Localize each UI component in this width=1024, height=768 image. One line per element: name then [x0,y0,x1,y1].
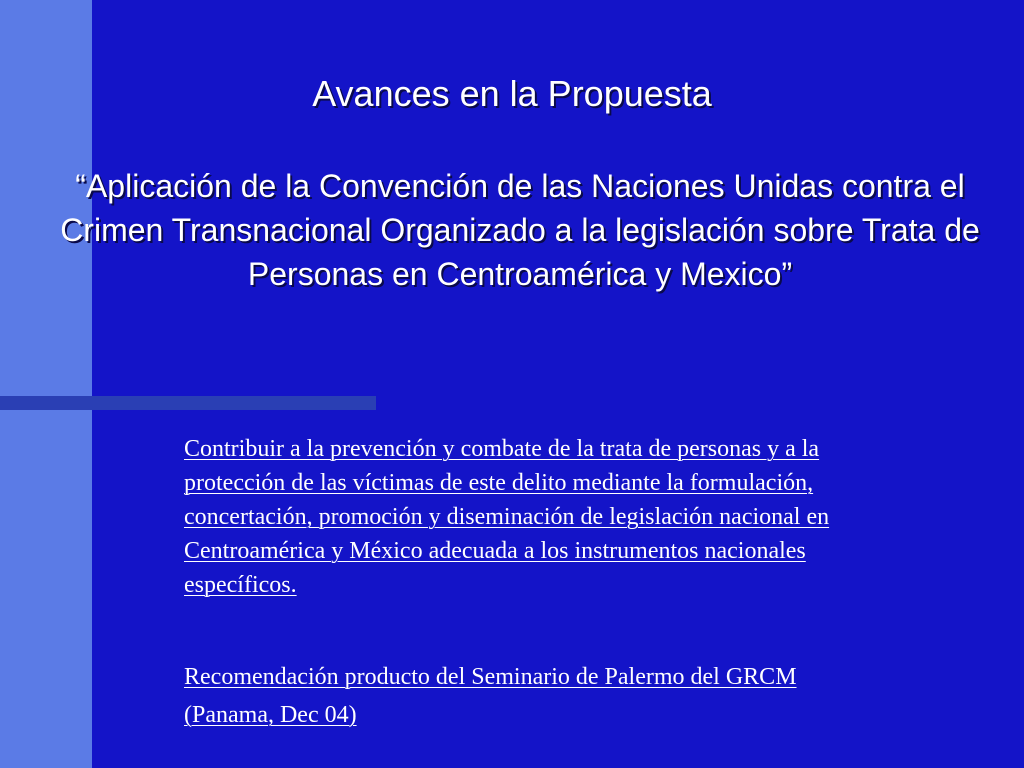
slide-subtitle: “Aplicación de la Convención de las Naciones Unidas contra el Crimen Transnacional Organizado a la legislación sobre Trata de Personas en Centroamérica y Mexico” [60,168,980,292]
body-paragraph-recommendation: Recomendación producto del Seminario de Palermo del GRCM (Panama, Dec 04) [184,664,797,728]
horizontal-divider [0,396,376,410]
slide-title: Avances en la Propuesta [312,73,712,114]
body-paragraph-objective: Contribuir a la prevención y combate de la trata de personas y a la protección de las víctimas de este delito mediante la formulación, concertación, promoción y diseminación de legislación nacional en Centroamérica y México adecuada a los instrumentos nacionales específicos. [184,436,830,598]
